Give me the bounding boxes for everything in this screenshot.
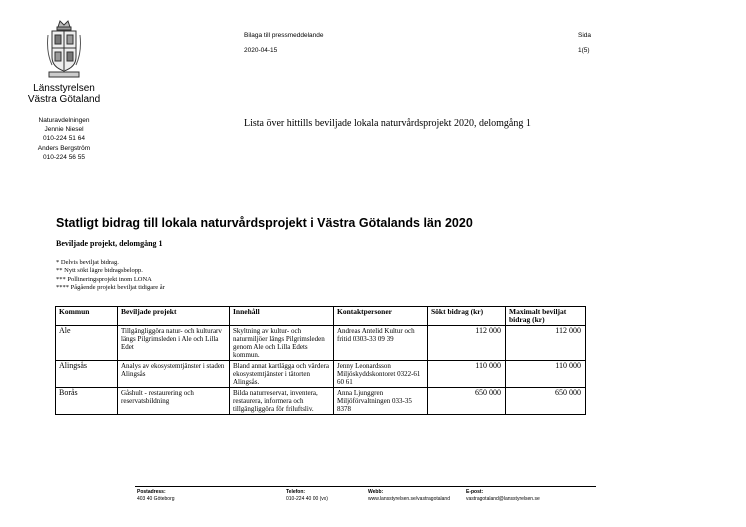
footer-webb-link[interactable]: www.lansstyrelsen.se/vastragotaland [368, 495, 450, 502]
footer-epost-link[interactable]: vastragotaland@lansstyrelsen.se [466, 495, 540, 502]
column-header-sokt: Sökt bidrag (kr) [428, 307, 506, 326]
cell-innehall: Bilda naturreservat, inventera, restaurera, informera och tillgängliggöra för friluftsliv. [230, 388, 334, 415]
subtitle: Beviljade projekt, delomgång 1 [56, 239, 163, 248]
column-header-max: Maximalt beviljat bidrag (kr) [506, 307, 586, 326]
footer-telefon-value: 010-224 40 00 (vx) [286, 495, 328, 502]
agency-name [14, 83, 114, 105]
footer-webb [368, 489, 450, 502]
cell-innehall: Skyltning av kultur- och naturmiljöer längs Pilgrimsleden genom Ale och Lilla Edets kommun. [230, 326, 334, 361]
cell-sokt: 110 000 [428, 361, 506, 388]
cell-sokt: 650 000 [428, 388, 506, 415]
footer-webb-label: Webb: [368, 489, 384, 495]
cell-projekt: Analys av ekosystemtjänster i staden Alingsås [118, 361, 230, 388]
cell-kontakt: Jenny Leonardsson Miljöskyddskontoret 0322-61 60 61 [334, 361, 428, 388]
cell-kommun: Alingsås [56, 361, 118, 388]
footer-postadress-value: 403 40 Göteborg [137, 495, 175, 502]
cell-max: 650 000 [506, 388, 586, 415]
header-page-value: 1(5) [578, 47, 590, 54]
cell-kontakt: Andreas Antelid Kultur och fritid 0303-33 09 39 [334, 326, 428, 361]
cell-projekt: Gåshult - restaurering och reservatsbildning [118, 388, 230, 415]
header-page-label: Sida [578, 32, 592, 39]
column-header-kontakt: Kontaktpersoner [334, 307, 428, 326]
coat-of-arms-logo [46, 17, 82, 81]
footer-telefon-label: Telefon: [286, 489, 306, 495]
column-header-innehall: Innehåll [230, 307, 334, 326]
footer-epost-label: E-post: [466, 489, 484, 495]
header-attachment: Bilaga till pressmeddelande [244, 32, 324, 39]
agency-name-line1: Länsstyrelsen [33, 83, 95, 94]
cell-innehall: Bland annat kartlägga och värdera ekosystemtjänster i tätorten Alingsås. [230, 361, 334, 388]
footer-epost [466, 489, 540, 502]
contact-phone: 010-224 56 55 [43, 153, 85, 161]
contact-phone: 010-224 51 64 [43, 135, 85, 143]
cell-max: 112 000 [506, 326, 586, 361]
footnote: **** Pågående projekt beviljat tidigare år [56, 283, 165, 291]
agency-name-line2: Västra Götaland [27, 94, 101, 105]
footnote: * Delvis beviljat bidrag. [56, 259, 119, 266]
projects-table [55, 306, 586, 415]
contact-block [14, 116, 114, 162]
footnote: ** Nytt sökt lägre bidragsbelopp. [56, 267, 143, 275]
contact-name: Jennie Niesel [44, 126, 84, 134]
cell-kommun: Ale [56, 326, 118, 361]
footer-divider [135, 486, 596, 487]
footnotes [56, 259, 165, 292]
column-header-projekt: Beviljade projekt [118, 307, 230, 326]
cell-kommun: Borås [56, 388, 118, 415]
table-row [56, 388, 586, 415]
list-title: Lista över hittills beviljade lokala naturvårdsprojekt 2020, delomgång 1 [244, 118, 531, 129]
footer-postadress [137, 489, 175, 502]
page-title: Statligt bidrag till lokala naturvårdsprojekt i Västra Götalands län 2020 [56, 216, 473, 230]
cell-kontakt: Anna Ljunggren Miljöförvaltningen 033-35 8378 [334, 388, 428, 415]
table-header-row [56, 307, 586, 326]
cell-projekt: Tillgängliggöra natur- och kulturarv längs Pilgrimsleden i Ale och Lilla Edet [118, 326, 230, 361]
footer-postadress-label: Postadress: [137, 489, 166, 495]
contact-name: Anders Bergström [37, 144, 91, 152]
table-row [56, 361, 586, 388]
footnote: *** Pollineringsprojekt inom LONA [56, 275, 152, 283]
cell-sokt: 112 000 [428, 326, 506, 361]
column-header-kommun: Kommun [56, 307, 118, 326]
table-row [56, 326, 586, 361]
footer-telefon [286, 489, 328, 502]
contact-department: Naturavdelningen [38, 117, 90, 124]
cell-max: 110 000 [506, 361, 586, 388]
header-date: 2020-04-15 [244, 47, 278, 54]
